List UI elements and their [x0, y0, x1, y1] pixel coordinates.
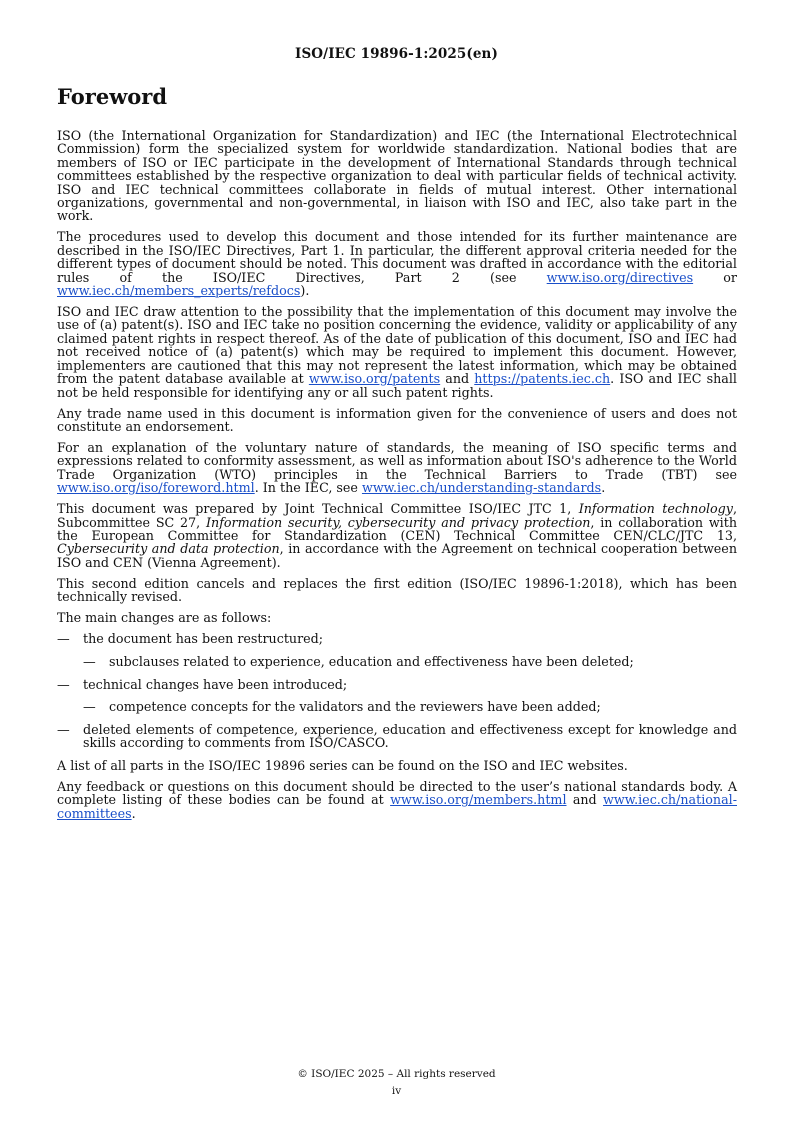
paragraph-procedures-or: or: [693, 269, 737, 285]
prepared-by-part-b: , Subcommittee SC 27,: [57, 501, 737, 530]
list-item: [57, 632, 737, 645]
list-item-text: subclauses related to experience, education and effectiveness have been deleted;: [109, 653, 634, 669]
page-number: iv: [391, 1085, 402, 1097]
list-item-text: competence concepts for the validators and the reviewers have been added;: [109, 699, 601, 715]
paragraph-voluntary-nature: [57, 441, 737, 495]
subcommittee-sc27-title: Information security, cybersecurity and privacy protection: [206, 514, 591, 530]
paragraph-edition: This second edition cancels and replaces the first edition (ISO/IEC 19896-1:2018), which has been technically revised.: [57, 575, 737, 605]
paragraph-procedures-end: ).: [300, 283, 310, 299]
list-item: [57, 655, 737, 668]
paragraph-main-changes-intro: The main changes are as follows:: [57, 610, 272, 626]
paragraph-feedback-text: Any feedback or questions on this document should be directed to the user’s national standards body. A complete listing of these bodies can be found at: [57, 779, 737, 808]
paragraph-patents-text: ISO and IEC draw attention to the possibility that the implementation of this document may involve the use of (a) patent(s). ISO and IEC take no position concerning the evidence, validity or applicability of any claimed patent rights in respect thereof. As of the date of publication of this document, ISO and IEC had not received notice of (a) patent(s) which may be required to implement this document. However, implementers are cautioned that this may not represent the latest information, which may be obtained from the patent database available at: [57, 304, 737, 387]
list-item: [57, 700, 737, 713]
paragraph-prepared-by: [57, 502, 737, 569]
paragraph-procedures: [57, 230, 737, 297]
link-iso-patents[interactable]: www.iso.org/patents: [308, 371, 441, 387]
paragraph-series-list: A list of all parts in the ISO/IEC 19896 series can be found on the ISO and IEC websites.: [57, 758, 628, 774]
paragraph-feedback-end: .: [131, 805, 136, 821]
paragraph-voluntary-end: .: [601, 480, 606, 496]
dash-marker: —: [57, 721, 70, 737]
link-iec-understanding-standards[interactable]: www.iec.ch/understanding-standards: [361, 480, 602, 496]
list-item-text: deleted elements of competence, experience, education and effectiveness except for knowledge and skills according to comments from ISO/CASCO.: [83, 721, 737, 751]
document-header: ISO/IEC 19896-1:2025(en): [295, 46, 498, 62]
list-item-text: technical changes have been introduced;: [83, 676, 348, 692]
list-item: [57, 678, 737, 691]
link-iec-refdocs[interactable]: www.iec.ch/members_experts/refdocs: [57, 283, 301, 299]
paragraph-patents-end: . ISO and IEC shall not be held responsible for identifying any or all such patent rights.: [57, 371, 737, 400]
dash-marker: —: [57, 676, 70, 692]
prepared-by-part-d: , in accordance with the Agreement on technical cooperation between ISO and CEN (Vienna Agreement).: [57, 541, 737, 570]
list-item: [57, 723, 737, 750]
paragraph-voluntary-text: For an explanation of the voluntary nature of standards, the meaning of ISO specific terms and expressions related to conformity assessment, as well as information about ISO's adherence to the World Trade Organization (WTO) principles in the Technical Barriers to Trade (TBT) see: [57, 439, 737, 482]
dash-marker: —: [83, 653, 96, 669]
paragraph-patents-and: and: [440, 371, 475, 387]
paragraph-feedback: [57, 780, 737, 820]
list-item-text: the document has been restructured;: [83, 631, 324, 647]
copyright-notice: © ISO/IEC 2025 – All rights reserved: [297, 1068, 496, 1080]
page-title: Foreword: [57, 84, 168, 109]
paragraph-organizations: ISO (the International Organization for Standardization) and IEC (the International Electrotechnical Commission) form the specialized system for worldwide standardization. National bodies that are members of ISO or IEC participate in the development of International Standards through technical committees established by the respective organization to deal with particular fields of technical activity. ISO and IEC technical committees collaborate in fields of mutual interest. Other international organizations, governmental and non-governmental, in liaison with ISO and IEC, also take part in the work.: [57, 128, 737, 224]
committee-jtc1-title: Information technology: [578, 501, 733, 517]
link-iec-national-committees[interactable]: www.iec.ch/national-committees: [57, 792, 737, 821]
link-iso-members[interactable]: www.iso.org/members.html: [390, 792, 567, 808]
paragraph-voluntary-mid: . In the IEC, see: [254, 480, 362, 496]
prepared-by-part-c: , in collaboration with the European Committee for Standardization (CEN) Technical Committee CEN/CLC/JTC 13,: [57, 514, 738, 543]
committee-jtc13-title: Cybersecurity and data protection: [57, 541, 280, 557]
paragraph-trade-name: Any trade name used in this document is information given for the convenience of users and does not constitute an endorsement.: [57, 405, 737, 434]
link-iso-foreword[interactable]: www.iso.org/iso/foreword.html: [57, 480, 255, 496]
paragraph-feedback-and: and: [566, 792, 604, 808]
paragraph-patents: [57, 305, 737, 399]
prepared-by-part-a: This document was prepared by Joint Technical Committee ISO/IEC JTC 1,: [57, 501, 579, 517]
link-iec-patents[interactable]: https://patents.iec.ch: [474, 371, 611, 387]
foreword-body: [57, 129, 737, 828]
dash-marker: —: [83, 699, 96, 715]
page-footer: [0, 1066, 793, 1100]
dash-marker: —: [57, 631, 70, 647]
link-iso-directives[interactable]: www.iso.org/directives: [546, 269, 694, 285]
paragraph-procedures-text: The procedures used to develop this document and those intended for its further maintenance are described in the ISO/IEC Directives, Part 1. In particular, the different approval criteria needed for the different types of document should be noted. This document was drafted in accordance with the editorial rules of the ISO/IEC Directives, Part 2 (see: [57, 229, 737, 285]
